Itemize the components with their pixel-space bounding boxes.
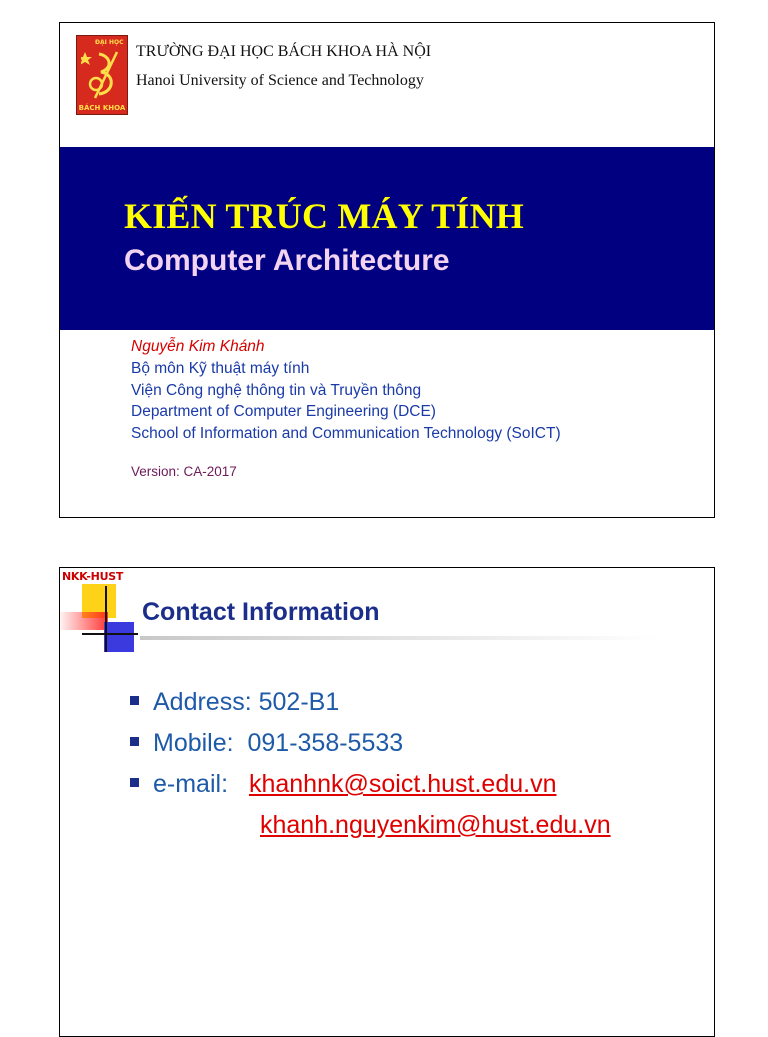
logo-emblem-icon bbox=[81, 46, 125, 102]
contact-slide bbox=[59, 567, 715, 1037]
logo-bottom-text: BÁCH KHOA bbox=[78, 104, 126, 112]
title-slide bbox=[59, 22, 715, 518]
bullet-icon bbox=[130, 737, 139, 746]
list-item-mobile bbox=[130, 729, 403, 758]
university-name-vn: TRƯỜNG ĐẠI HỌC BÁCH KHOA HÀ NỘI bbox=[136, 43, 432, 60]
institute-vn: Viện Công nghệ thông tin và Truyền thông bbox=[131, 382, 422, 399]
list-item-email bbox=[130, 770, 556, 799]
email-link-primary[interactable]: khanhnk@soict.hust.edu.vn bbox=[248, 770, 557, 798]
bullet-icon bbox=[130, 696, 139, 705]
department-en: Department of Computer Engineering (DCE) bbox=[131, 403, 436, 420]
slide-title: Contact Information bbox=[142, 598, 380, 626]
title-underline bbox=[140, 636, 660, 640]
email-label: e-mail: bbox=[153, 770, 229, 798]
decorative-squares-icon bbox=[60, 582, 140, 654]
logo-top-text: ĐẠI HỌC bbox=[95, 39, 124, 46]
email-link-secondary[interactable]: khanh.nguyenkim@hust.edu.vn bbox=[260, 811, 611, 839]
school-en: School of Information and Communication Technology (SoICT) bbox=[131, 425, 561, 442]
title-banner bbox=[60, 147, 714, 330]
course-title-vn: KIẾN TRÚC MÁY TÍNH bbox=[124, 196, 524, 236]
course-title-en: Computer Architecture bbox=[124, 244, 450, 277]
department-vn: Bộ môn Kỹ thuật máy tính bbox=[131, 360, 310, 377]
list-item-address bbox=[130, 688, 339, 717]
university-logo bbox=[76, 35, 128, 115]
university-name-en: Hanoi University of Science and Technology bbox=[136, 72, 424, 89]
bullet-icon bbox=[130, 778, 139, 787]
author-name: Nguyễn Kim Khánh bbox=[131, 338, 265, 355]
version-label: Version: CA-2017 bbox=[131, 464, 237, 479]
corner-label: NKK-HUST bbox=[62, 570, 124, 583]
mobile-text: Mobile: 091-358-5533 bbox=[153, 729, 404, 757]
address-text: Address: 502-B1 bbox=[153, 688, 340, 716]
